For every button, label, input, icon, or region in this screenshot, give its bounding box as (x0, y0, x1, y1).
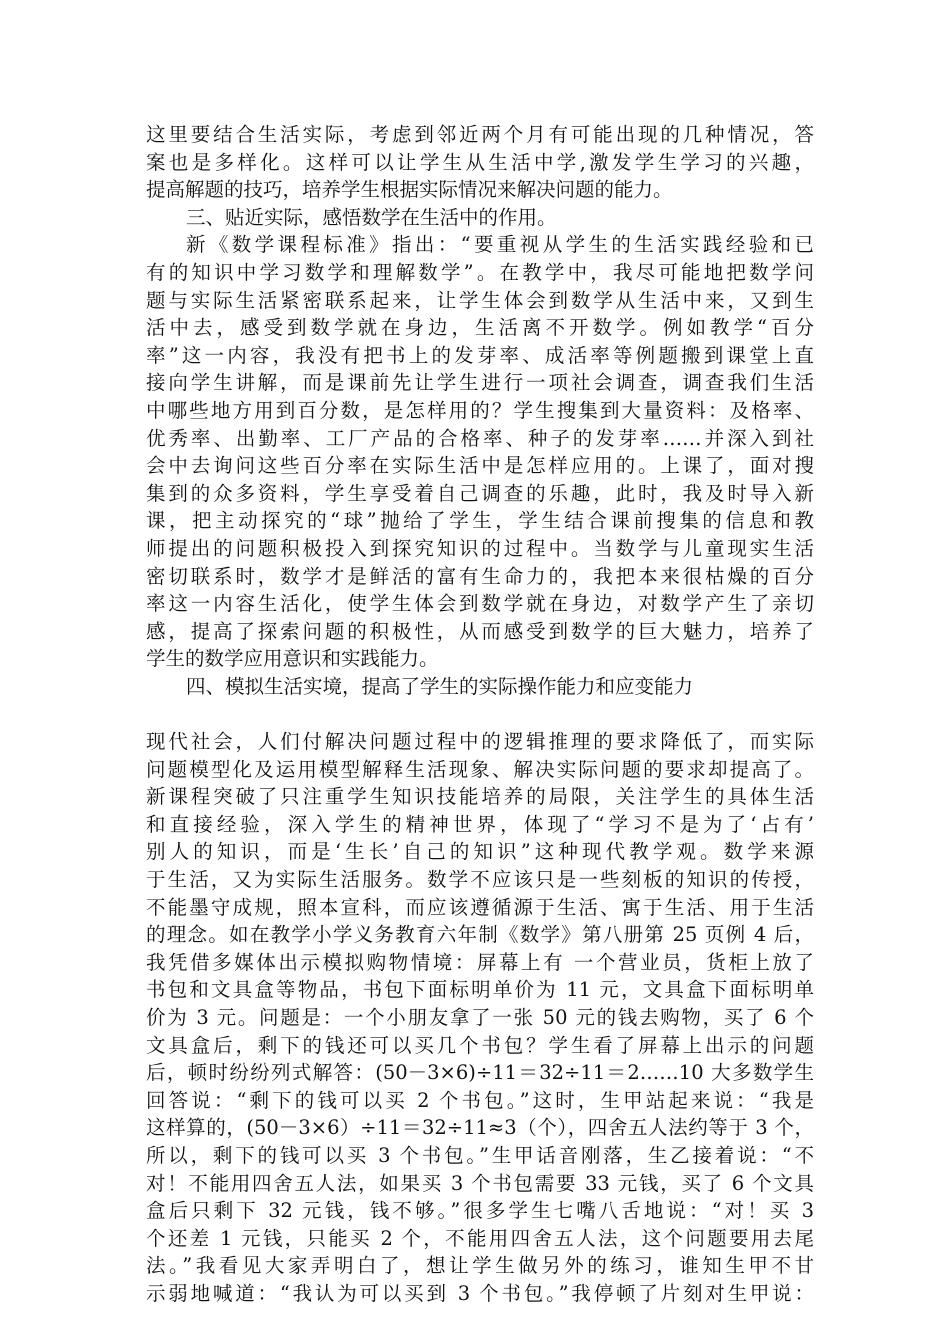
text-line: 回答说：“剩下的钱可以买 2 个书包。”这时，生甲站起来说：“我是 (146, 1088, 814, 1112)
text-line: 于生活，又为实际生活服务。数学不应该只是一些刻板的知识的传授， (146, 868, 814, 892)
text-line: 不能墨守成规，照本宣科，而应该遵循源于生活、寓于生活、用于生活 (146, 895, 814, 919)
text-line: 中哪些地方用到百分数，是怎样用的？学生搜集到大量资料：及格率、 (146, 398, 814, 422)
text-line: 现代社会，人们付解决问题过程中的逻辑推理的要求降低了，而实际 (146, 730, 814, 754)
text-line: 示弱地喊道：“我认为可以买到 3 个书包。”我停顿了片刻对生甲说： (146, 1281, 814, 1305)
blank-line (146, 700, 814, 728)
text-line: 新《数学课程标准》指出：“要重视从学生的生活实践经验和已 (186, 233, 814, 257)
text-line: 文具盒后，剩下的钱还可以买几个书包？学生看了屏幕上出示的问题 (146, 1033, 814, 1057)
paragraph-percentage (146, 231, 814, 673)
paragraph-intro (146, 121, 814, 204)
text-line: 师提出的问题积极投入到探究知识的过程中。当数学与儿童现实生活 (146, 536, 814, 560)
text-line: 我凭借多媒体出示模拟购物情境：屏幕上有 一个营业员，货柜上放了 (146, 950, 814, 974)
text-line: 这样算的，(50－3×6）÷11＝32÷11≈3（个），四舍五人法约等于 3 个， (146, 1116, 814, 1140)
text-line: 的理念。如在教学小学义务教育六年制《数学》第八册第 25 页例 4 后， (146, 923, 814, 947)
document-page (146, 121, 814, 1308)
text-line: 率这一内容生活化，使学生体会到数学就在身边，对数学产生了亲切 (146, 592, 814, 616)
text-line: 感，提高了探索问题的积极性，从而感受到数学的巨大魅力，培养了 (146, 619, 814, 643)
text-line: 问题模型化及运用模型解释生活现象、解决实际问题的要求却提高了。 (146, 757, 814, 781)
text-line: 提高解题的技巧，培养学生根据实际情况来解决问题的能力。 (146, 178, 673, 202)
text-line: 接向学生讲解，而是课前先让学生进行一项社会调查，调查我们生活 (146, 371, 814, 395)
text-line: 对！不能用四舍五人法，如果买 3 个书包需要 33 元钱，买了 6 个文具 (146, 1171, 814, 1195)
section-heading-4: 四、模拟生活实境，提高了学生的实际操作能力和应变能力 (186, 674, 694, 698)
text-line: 这里要结合生活实际，考虑到邻近两个月有可能出现的几种情况，答 (146, 123, 814, 146)
text-line: 密切联系时，数学才是鲜活的富有生命力的，我把本来很枯燥的百分 (146, 564, 814, 588)
text-line: 活中去，感受到数学就在身边，生活离不开数学。例如教学“百分 (146, 316, 814, 340)
text-line: 别人的知识，而是‘生长’自己的知识”这种现代教学观。数学来源 (146, 840, 814, 864)
text-line: 所以，剩下的钱可以买 3 个书包。”生甲话音刚落，生乙接着说：“不 (146, 1143, 814, 1167)
text-line: 和直接经验，深入学生的精神世界，体现了“学习不是为了‘占有’ (146, 812, 814, 836)
text-line: 题与实际生活紧密联系起来，让学生体会到数学从生活中来，又到生 (146, 288, 814, 312)
text-line: 后，顿时纷纷列式解答：(50－3×6)÷11＝32÷11＝2……10 大多数学生 (146, 1061, 814, 1085)
text-line: 新课程突破了只注重学生知识技能培养的局限，关注学生的具体生活 (146, 785, 814, 809)
text-line: 课，把主动探究的“球”抛给了学生，学生结合课前搜集的信息和教 (146, 509, 814, 533)
text-line: 法。”我看见大家弄明白了，想让学生做另外的练习，谁知生甲不甘 (146, 1254, 814, 1278)
text-line: 案也是多样化。这样可以让学生从生活中学,激发学生学习的兴趣， (146, 150, 814, 174)
text-line: 书包和文具盒等物品，书包下面标明单价为 11 元，文具盒下面标明单 (146, 978, 814, 1002)
text-line: 价为 3 元。问题是：一个小朋友拿了一张 50 元的钱去购物，买了 6 个 (146, 1006, 814, 1029)
section-heading-3: 三、贴近实际，感悟数学在生活中的作用。 (186, 205, 557, 229)
text-line: 率”这一内容，我没有把书上的发芽率、成活率等例题搬到课堂上直 (146, 343, 814, 367)
text-line: 学生的数学应用意识和实践能力。 (146, 647, 439, 671)
text-line: 有的知识中学习数学和理解数学”。在教学中，我尽可能地把数学问 (146, 260, 814, 284)
text-line: 优秀率、出勤率、工厂产品的合格率、种子的发芽率……并深入到社 (146, 426, 814, 450)
text-line: 集到的众多资料，学生享受着自己调查的乐趣，此时，我及时导入新 (146, 481, 814, 505)
text-line: 会中去询问这些百分率在实际生活中是怎样应用的。上课了，面对搜 (146, 454, 814, 478)
text-line: 个还差 1 元钱，只能买 2 个，不能用四舍五人法，这个问题要用去尾 (146, 1226, 814, 1250)
text-line: 盒后只剩下 32 元钱，钱不够。”很多学生七嘴八舌地说：“对！买 3 (146, 1199, 814, 1223)
paragraph-simulation (146, 728, 814, 1307)
